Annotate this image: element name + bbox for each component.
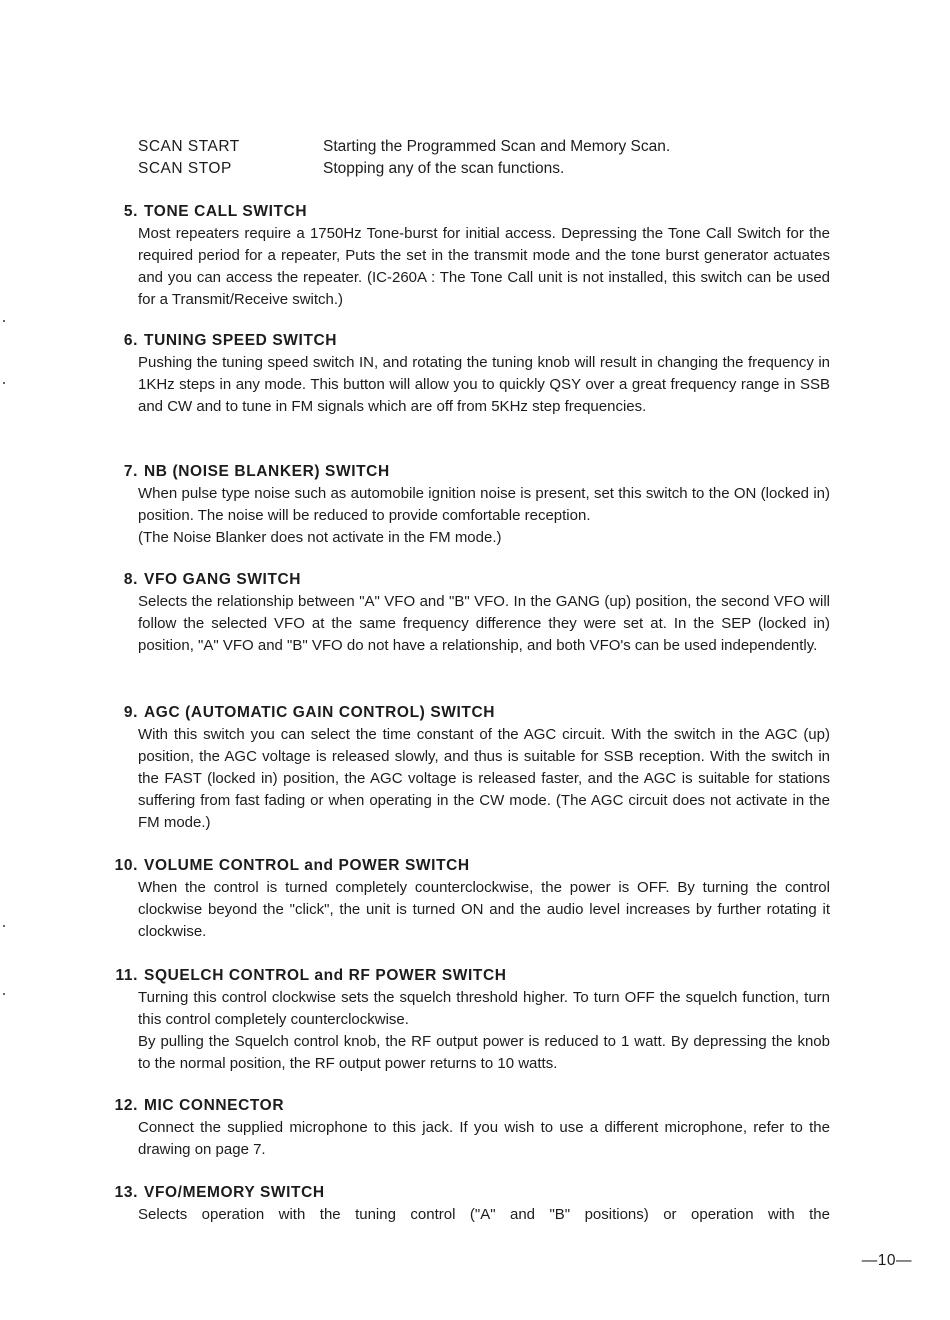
- section-title: VFO GANG SWITCH: [144, 571, 302, 588]
- section-title: TONE CALL SWITCH: [144, 203, 308, 220]
- section-title: SQUELCH CONTROL and RF POWER SWITCH: [144, 967, 507, 984]
- section-tone-call-switch: [100, 201, 830, 311]
- section-vfo-memory-switch: [100, 1182, 830, 1226]
- paragraph: Pushing the tuning speed switch IN, and rotating the tuning knob will result in changing the frequency in 1KHz steps in any mode. This button will allow you to quickly QSY over a great frequency range in SSB and CW and to tune in FM signals which are off from 5KHz step frequencies.: [138, 354, 830, 415]
- section-squelch-rf-power-switch: [100, 965, 830, 1075]
- section-body: [138, 1204, 830, 1226]
- paragraph: Selects operation with the tuning control ("A" and "B" positions) or operation with the: [138, 1206, 830, 1223]
- section-number-wrap: [100, 569, 138, 591]
- section-heading: [100, 702, 830, 724]
- scan-description: Starting the Programmed Scan and Memory Scan.: [323, 138, 671, 155]
- section-tuning-speed-switch: [100, 330, 830, 418]
- section-mic-connector: [100, 1095, 830, 1161]
- section-number-wrap: [100, 855, 138, 877]
- section-body: [138, 724, 830, 834]
- section-number: 6.: [123, 332, 138, 349]
- section-number-wrap: [100, 330, 138, 352]
- paragraph: By pulling the Squelch control knob, the RF output power is reduced to 1 watt. By depressing the knob to the normal position, the RF output power returns to 10 watts.: [138, 1033, 830, 1072]
- section-number: 10.: [114, 857, 138, 874]
- section-body: [138, 877, 830, 943]
- scan-function-table: [138, 136, 838, 180]
- section-title: NB (NOISE BLANKER) SWITCH: [144, 463, 390, 480]
- section-number-wrap: [100, 702, 138, 724]
- section-heading: [100, 330, 830, 352]
- paragraph: (The Noise Blanker does not activate in the FM mode.): [138, 529, 502, 546]
- section-number: 8.: [123, 571, 138, 588]
- scan-speck: [3, 925, 5, 927]
- scan-speck: [3, 993, 5, 995]
- section-number-wrap: [100, 1095, 138, 1117]
- section-body: [138, 352, 830, 418]
- scan-key: SCAN START: [138, 138, 240, 155]
- section-heading: [100, 855, 830, 877]
- paragraph: When the control is turned completely counterclockwise, the power is OFF. By turning the control clockwise beyond the "click", the unit is turned ON and the audio level increases by further rotating it clockwise.: [138, 879, 830, 940]
- section-body: [138, 591, 830, 657]
- section-number-wrap: [100, 965, 138, 987]
- section-title: TUNING SPEED SWITCH: [144, 332, 338, 349]
- paragraph: With this switch you can select the time constant of the AGC circuit. With the switch in the AGC (up) position, the AGC voltage is released slowly, and thus is suitable for SSB reception. With the switch in the FAST (locked in) position, the AGC voltage is released faster, and the AGC is suitable for stations suffering from fast fading or when operating in the CW mode. (The AGC circuit does not activate in the FM mode.): [138, 726, 830, 831]
- section-volume-power-switch: [100, 855, 830, 943]
- section-title: MIC CONNECTOR: [144, 1097, 285, 1114]
- paragraph: Connect the supplied microphone to this jack. If you wish to use a different microphone, refer to the drawing on page 7.: [138, 1119, 830, 1158]
- section-number: 12.: [114, 1097, 138, 1114]
- section-title: VOLUME CONTROL and POWER SWITCH: [144, 857, 470, 874]
- section-noise-blanker-switch: [100, 461, 830, 549]
- section-number-wrap: [100, 1182, 138, 1204]
- page-number: —10—: [861, 1252, 912, 1269]
- section-number: 11.: [115, 967, 138, 984]
- section-vfo-gang-switch: [100, 569, 830, 657]
- section-heading: [100, 201, 830, 223]
- scan-speck: [3, 320, 5, 322]
- section-title: AGC (AUTOMATIC GAIN CONTROL) SWITCH: [144, 704, 496, 721]
- paragraph: Most repeaters require a 1750Hz Tone-burst for initial access. Depressing the Tone Call Switch for the required period for a repeater, Puts the set in the transmit mode and the tone burst generator actuates and you can access the repeater. (IC-260A : The Tone Call unit is not installed, this switch can be used for a Transmit/Receive switch.): [138, 225, 830, 308]
- scan-key: SCAN STOP: [138, 160, 232, 177]
- paragraph: Selects the relationship between "A" VFO and "B" VFO. In the GANG (up) position, the second VFO will follow the selected VFO at the same frequency difference they were set at. In the SEP (locked in) position, "A" VFO and "B" VFO do not have a relationship, and both VFO's can be used independently.: [138, 593, 830, 654]
- section-number: 13.: [114, 1184, 138, 1201]
- section-heading: [100, 1182, 830, 1204]
- scan-row: [138, 136, 838, 158]
- section-agc-switch: [100, 702, 830, 834]
- section-body: [138, 1117, 830, 1161]
- section-heading: [100, 461, 830, 483]
- section-heading: [100, 1095, 830, 1117]
- section-body: [138, 987, 830, 1075]
- paragraph: Turning this control clockwise sets the squelch threshold higher. To turn OFF the squelch function, turn this control completely counterclockwise.: [138, 989, 830, 1028]
- paragraph: When pulse type noise such as automobile ignition noise is present, set this switch to the ON (locked in) position. The noise will be reduced to provide comfortable reception.: [138, 485, 830, 524]
- scan-row: [138, 158, 838, 180]
- section-heading: [100, 965, 830, 987]
- section-number-wrap: [100, 201, 138, 223]
- section-number: 7.: [123, 463, 138, 480]
- section-heading: [100, 569, 830, 591]
- section-number: 5.: [123, 203, 138, 220]
- scan-speck: [3, 382, 5, 384]
- section-body: [138, 223, 830, 311]
- section-title: VFO/MEMORY SWITCH: [144, 1184, 325, 1201]
- section-number: 9.: [123, 704, 138, 721]
- section-number-wrap: [100, 461, 138, 483]
- scan-description: Stopping any of the scan functions.: [323, 160, 565, 177]
- section-body: [138, 483, 830, 549]
